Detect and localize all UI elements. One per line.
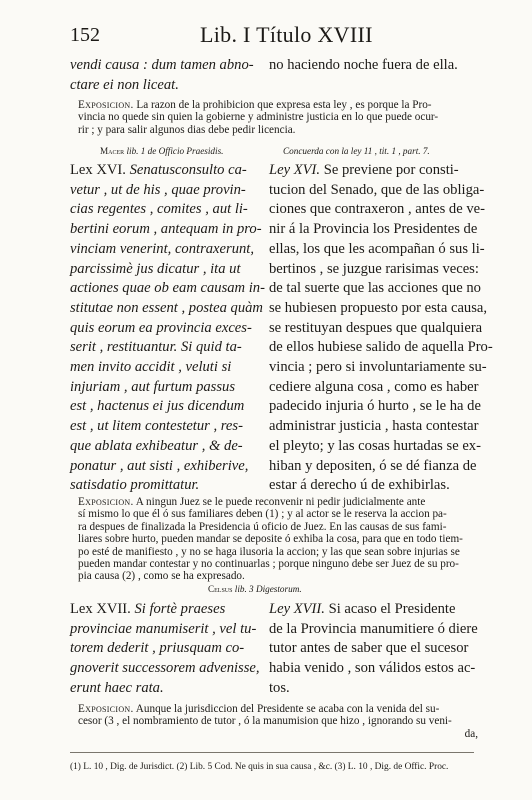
exposition-line: sí mismo lo que él ó sus familiares deben (1) ; y al actor se le reserva la accion pa- xyxy=(78,508,447,521)
law-number-latin: Lex XVI. xyxy=(70,162,126,178)
latin-line: ctare ei non liceat. xyxy=(70,76,179,93)
spanish-line: tos. xyxy=(269,679,290,696)
continuation-spanish xyxy=(269,56,474,95)
concordance-note: Concuerda con la ley 11 , tit. 1 , part. 7. xyxy=(283,146,430,156)
latin-line: gnoverit successorem advenisse, xyxy=(70,660,260,677)
spanish-text-17: Ley XVII. Si acaso el Presidente de la Provincia manumitiere ó diere tutor antes de saber que el sucesor habia venido , son válidos estos ac- tos. xyxy=(269,600,474,699)
running-title: Lib. I Título XVIII xyxy=(200,22,373,47)
spanish-line: no haciendo noche fuera de ella. xyxy=(269,57,458,73)
law-17 xyxy=(70,600,478,699)
spanish-line: de ellos hubiese salido de aquella Pro- xyxy=(269,339,493,356)
latin-line: provinciae manumiserit , vel tu- xyxy=(70,620,257,637)
source-celsus: Celsus lib. 3 Digestorum. xyxy=(208,584,302,594)
latin-line: cias regentes , comites , aut li- xyxy=(70,201,248,218)
exposition-line: ra despues de finalizada la Presidencia ú oficio de Juez. En las causas de sus fami- xyxy=(78,520,447,533)
spanish-line: bertinos , se juzgue rarisimas veces: xyxy=(269,260,479,277)
exposition-1 xyxy=(78,99,478,136)
spanish-line: ellas, los que les acompañan ó sus li- xyxy=(269,240,485,257)
latin-line: actiones quae ob eam causam in- xyxy=(70,280,265,297)
latin-text-17: Lex XVII. Si fortè praeses provinciae manumiserit , vel tu- torem dederit , priusquam co- gnoverit successorem advenisse, erunt haec rata. xyxy=(70,600,255,699)
exposition-line: La razon de la prohibicion que expresa esta ley , es porque la Pro- xyxy=(136,99,432,111)
spanish-line: tucion del Senado, que de las obliga- xyxy=(269,181,485,198)
latin-line: quis eorum ea provincia exces- xyxy=(70,319,252,336)
spanish-line: hiban y depositen, ó se dé fianza de xyxy=(269,457,477,474)
latin-line: serit , restituantur. Si quid ta- xyxy=(70,339,242,356)
latin-line: vendi causa : dum tamen abno- xyxy=(70,57,254,73)
exposition-line: cesor (3 , el nombramiento de tutor , ó la manumision que hizo , ignorando su veni- xyxy=(78,715,452,728)
spanish-line: se restituyan despues que qualquiera xyxy=(269,319,483,336)
exposition-label: Exposicion. xyxy=(78,99,134,111)
latin-line: satisdatio promittatur. xyxy=(70,477,200,494)
exposition-line: vincia no quede sin quien la gobierne y administre justicia en lo que puede ocur- xyxy=(78,111,439,124)
exposition-label: Exposicion. xyxy=(78,703,134,715)
latin-line: bertini eorum , antequam in pro- xyxy=(70,221,262,238)
exposition-3: Exposicion. Aunque la jurisdiccion del Presidente se acaba con la venida del su- cesor (3 , el nombramiento de tutor , ó la manumision que hizo , ignorando su veni- da, xyxy=(78,703,478,740)
spanish-line: de la Provincia manumitiere ó diere xyxy=(269,620,478,637)
exposition-line: po esté de manifiesto , y no se haga ilusoria la accion; y las que sean sobre injurias se xyxy=(78,545,460,558)
footnote-divider xyxy=(70,752,474,753)
latin-text-16: Lex XVI. Senatusconsulto ca- vetur , ut de his , quae provin- cias regentes , comites , aut li- bertini eorum , antequam in pro- vinciam venerint, contraxerunt, parcissimè jus dicatur , ita ut actiones quae ob eam causam in- stitutae non essent , postea quàm quis eorum ea provincia exces- serit , restituantur. Si quid ta- men invito accidit , veluti si injuriam , aut furtum passus est , hactenus ei jus dicendum est , ut litem contestetur , res- que ablata exhibeatur , & de- ponatur , aut sisti , exhiberive, satisdatio promittatur. xyxy=(70,161,255,496)
continuation-block xyxy=(70,56,474,95)
footnotes: (1) L. 10 , Dig. de Jurisdict. (2) Lib. 5 Cod. Ne quis in sua causa , &c. (3) L. 10 , Dig. de Offic. Proc. xyxy=(70,762,449,772)
spanish-line: se hubiesen propuesto por esta causa, xyxy=(269,299,488,316)
spanish-line: habia venido , son válidos estos ac- xyxy=(269,660,476,677)
law-number-latin: Lex XVII. xyxy=(70,601,131,617)
spanish-line: el pleyto; y las cosas hurtadas se ex- xyxy=(269,437,481,454)
latin-line: torem dederit , priusquam co- xyxy=(70,640,245,657)
exposition-line: da, xyxy=(464,727,478,740)
latin-line: stitutae non essent , postea quàm xyxy=(70,299,263,316)
latin-line: injuriam , aut furtum passus xyxy=(70,378,236,395)
latin-line: vetur , ut de his , quae provin- xyxy=(70,181,246,198)
latin-line: que ablata exhibeatur , & de- xyxy=(70,437,243,454)
spanish-line: ciones que contraxeron , antes de ve- xyxy=(269,201,485,218)
law-number-spanish: Ley XVI. xyxy=(269,162,321,178)
latin-line: est , ut litem contestetur , res- xyxy=(70,418,243,435)
exposition-line: rir ; y para salir algunos dias debe pedir licencia. xyxy=(78,123,296,136)
exposition-line: pia causa (2) , como se ha expresado. xyxy=(78,570,245,583)
latin-line: parcissimè jus dicatur , ita ut xyxy=(70,260,241,277)
spanish-line: de tal suerte que las acciones que no xyxy=(269,280,481,297)
latin-line: vinciam venerint, contraxerunt, xyxy=(70,240,254,257)
continuation-latin xyxy=(70,56,255,95)
spanish-line: vincia ; pero si involuntariamente su- xyxy=(269,359,487,376)
spanish-line: nir á la Provincia los Presidentes de xyxy=(269,221,478,238)
spanish-text-16: Ley XVI. Se previene por consti- tucion del Senado, que de las obliga- ciones que contraxeron , antes de ve- nir á la Provincia los Presidentes de ellas, los que les acompañan ó sus li- bertinos , se juzgue rarisimas veces: de tal suerte que las acciones que no se hubiesen propuesto por esta causa, se restituyan despues que qualquiera de ellos hubiese salido de aquella Pro- vincia ; pero si involuntariamente su- cediere alguna cosa , como es haber padecido injuria ó hurto , se le ha de administrar justicia , hasta contestar el pleyto; y las cosas hurtadas se ex- hiban y depositen, ó se dé fianza de estar á derecho ú de exhibirlas. xyxy=(269,161,474,496)
latin-line: est , hactenus ei jus dicendum xyxy=(70,398,245,415)
spanish-line: tutor antes de saber que el sucesor xyxy=(269,640,469,657)
exposition-line: pueden mandar contestar y no continuarlas ; porque ninguno debe ser Juez de su pro- xyxy=(78,558,459,571)
page-number: 152 xyxy=(70,24,100,46)
spanish-line: estar á derecho ú de exhibirlas. xyxy=(269,477,450,494)
exposition-label: Exposicion. xyxy=(78,496,134,508)
latin-line: men invito accidit , veluti si xyxy=(70,359,232,376)
spanish-line: administrar justicia , hasta contestar xyxy=(269,418,479,435)
spanish-line: cediere alguna cosa , como es haber xyxy=(269,378,479,395)
law-16 xyxy=(70,161,493,496)
running-header xyxy=(0,18,532,47)
exposition-line: liares sobre hurto, pueden mandar se deposite ó exhiba la cosa, para que en todo tiem- xyxy=(78,533,463,546)
law-number-spanish: Ley XVII. xyxy=(269,601,325,617)
exposition-2: Exposicion. A ningun Juez se le puede reconvenir ni pedir judicialmente ante sí mismo lo que él ó sus familiares deben (1) ; y al actor se le reserva la accion pa- ra despues de finalizada la Presidencia ú oficio de Juez. En las causas de sus fami- liares sobre hurto, pueden mandar se deposite ó exhiba la cosa, para que en todo tiem- po esté de manifiesto , y no se haga ilusoria la accion; y las que sean sobre injurias se pueden mandar contestar y no continuarlas ; porque ninguno debe ser Juez de su pro- pia causa (2) , como se ha expresado. xyxy=(78,496,478,583)
spanish-line: padecido injuria ó hurto , se le ha de xyxy=(269,398,481,415)
latin-line: erunt haec rata. xyxy=(70,679,164,696)
source-macer: Macer lib. 1 de Officio Praesidis. xyxy=(100,146,224,156)
latin-line: ponatur , aut sisti , exhiberive, xyxy=(70,457,249,474)
